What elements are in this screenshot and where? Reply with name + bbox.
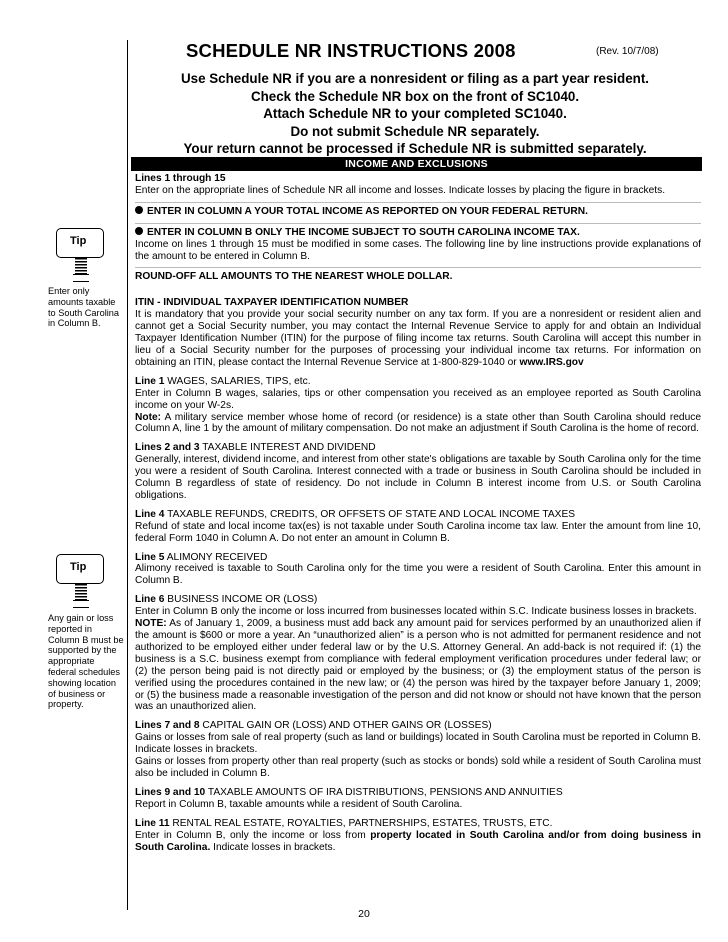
section-heading: Line 6 BUSINESS INCOME OR (LOSS) [135, 594, 318, 606]
section-heading: Line 4 TAXABLE REFUNDS, CREDITS, OR OFFSETS OF STATE AND LOCAL INCOME TAXES [135, 508, 576, 520]
section-text: Generally, interest, dividend income, and interest from other state's obligations are taxable by South Carolina only for the time you were a resident of South Carolina. Interest connected with a trade or business in South Carolina should be included in Column B regardless of state of residency. Do not include in Column B interest income from U.S. or South Carolina obligations. [135, 454, 701, 501]
section-itin [135, 297, 701, 368]
notice-line: Attach Schedule NR to your completed SC1040. [263, 106, 567, 122]
section-heading: Lines 7 and 8 CAPITAL GAIN OR (LOSS) AND OTHER GAINS OR (LOSSES) [135, 720, 492, 732]
notice-line: Do not submit Schedule NR separately. [290, 123, 540, 139]
section-text: Enter in Column B wages, salaries, tips or other compensation you received as an employee reported as South Carolina income on your W-2s. [135, 387, 701, 411]
notice-line: Check the Schedule NR box on the front of SC1040. [250, 88, 580, 104]
bullet-column-b: ENTER IN COLUMN B ONLY THE INCOME SUBJECT TO SOUTH CAROLINA INCOME TAX. [135, 227, 701, 239]
section-note: NOTE: As of January 1, 2009, a business must add back any amount paid for services performed by an unauthorized alien if the amount is $600 or more a year. An “unauthorized alien” is a person who is not admitted for permanent residence and not authorized to be employed either under federal law or by the U.S. Attorney General. An add-back is not required if: (1) the business is a S.C. business exempt from compliance with federal employment verification procedures under federal law; or (2) the person being paid is not directly paid or employed by the business; or (3) the employment status of the person is verified using the procedures contained in the new law; or (4) the person was hired by the taxpayer before January 1, 2009; or (5) the business made a reasonable investigation of the person and did not know or should not have known that the person was an unauthorized alien. [135, 618, 701, 713]
left-margin-rule [127, 40, 128, 910]
bullet-dot [135, 227, 143, 235]
section-bar: INCOME AND EXCLUSIONS [131, 157, 702, 171]
tip-note: Any gain or loss reported in Column B must be supported by the appropriate federal schedules showing location of business or property. [48, 613, 124, 710]
page-number: 20 [358, 908, 370, 920]
tip-base [73, 600, 89, 608]
tip-label: Tip [70, 235, 87, 247]
page-header [128, 40, 702, 62]
section-text: Enter on the appropriate lines of Schedule NR all income and losses. Indicate losses by placing the figure in brackets. [135, 184, 666, 196]
section-text: It is mandatory that you provide your social security number on any tax form. If you are a nonresident or resident alien and cannot get a Social Security number, you may contact the Internal Revenue Service to apply for and obtain an Individual Taxpayer Identification Number (ITIN) for the purpose of filing income tax returns. South Carolina will accept this number in lieu of a Social Security number for the purposes of processing your individual income tax returns. For information on obtaining an ITIN, please contact the Internal Revenue Service at 1-800-829-1040 or www.IRS.gov [135, 309, 701, 368]
divider [135, 223, 701, 224]
section-lines-7-8 [135, 720, 701, 780]
tip-stem [75, 258, 87, 274]
revision-date: (Rev. 10/7/08) [596, 46, 659, 57]
notice-line: Use Schedule NR if you are a nonresident or filing as a part year resident. [180, 71, 650, 86]
section-text: Income on lines 1 through 15 must be modified in some cases. The following line by line instructions provide explanations of the amount to be entered in Column B. [135, 238, 701, 262]
tip-base [73, 274, 89, 282]
section-text: Refund of state and local income tax(es) is not taxable under South Carolina income tax law. Enter the amount from line 10, federal Form 1040 in Column A. Do not enter an amount in Column B. [135, 520, 701, 544]
section-text: Enter in Column B only the income or loss incurred from businesses located within S.C. Indicate business losses in brackets. [135, 606, 697, 618]
tip-icon [56, 554, 106, 610]
instructions-body [135, 173, 701, 853]
section-line-4 [135, 509, 701, 545]
notice-line: Your return cannot be processed if Schedule NR is submitted separately. [183, 141, 647, 157]
section-text: Alimony received is taxable to South Carolina only for the time you were a resident of South Carolina. Enter this amount in Column B. [135, 563, 701, 587]
section-heading: Line 5 ALIMONY RECEIVED [135, 551, 268, 563]
divider [135, 202, 701, 203]
section-line-1 [135, 376, 701, 436]
bullet-column-a: ENTER IN COLUMN A YOUR TOTAL INCOME AS REPORTED ON YOUR FEDERAL RETURN. [135, 206, 701, 218]
section-heading: Line 1 WAGES, SALARIES, TIPS, etc. [135, 375, 311, 387]
roundoff-note: ROUND-OFF ALL AMOUNTS TO THE NEAREST WHOLE DOLLAR. [135, 271, 453, 283]
tip-icon [56, 228, 106, 284]
section-heading: Line 11 RENTAL REAL ESTATE, ROYALTIES, PARTNERSHIPS, ESTATES, TRUSTS, ETC. [135, 817, 553, 829]
section-heading: Lines 9 and 10 TAXABLE AMOUNTS OF IRA DISTRIBUTIONS, PENSIONS AND ANNUITIES [135, 786, 563, 798]
filing-notice [128, 70, 702, 158]
section-line-11 [135, 818, 701, 854]
bullet-dot [135, 206, 143, 214]
tip-note: Enter only amounts taxable to South Carolina in Column B. [48, 286, 119, 329]
section-text: Enter in Column B, only the income or loss from property located in South Carolina and/or from doing business in South Carolina. Indicate losses in brackets. [135, 829, 701, 853]
section-note: Note: A military service member whose home of record (or residence) is a state other than South Carolina should reduce Column A, line 1 by the amount of military compensation. Do not make an adjustment if South Carolina is the home of record. [135, 411, 701, 435]
tip-label: Tip [70, 561, 87, 573]
section-line-5 [135, 552, 701, 588]
irs-link[interactable]: www.IRS.gov [519, 356, 584, 368]
section-heading: Lines 2 and 3 TAXABLE INTEREST AND DIVIDEND [135, 442, 376, 454]
section-text: Report in Column B, taxable amounts while a resident of South Carolina. [135, 798, 463, 810]
section-lines-9-10 [135, 787, 701, 811]
section-heading: Lines 1 through 15 [135, 173, 226, 184]
section-text: Gains or losses from sale of real property (such as land or buildings) located in South Carolina must be reported in Column B. Indicate losses in brackets. [135, 732, 701, 756]
section-lines-1-15 [135, 173, 701, 283]
tip-stem [75, 584, 87, 600]
section-text: Gains or losses from property other than real property (such as stocks or bonds) sold while a resident of South Carolina must also be included in Column B. [135, 756, 701, 779]
page-title: SCHEDULE NR INSTRUCTIONS 2008 [186, 40, 516, 61]
section-lines-2-3 [135, 442, 701, 502]
section-heading: ITIN - INDIVIDUAL TAXPAYER IDENTIFICATION NUMBER [135, 297, 409, 309]
divider [135, 267, 701, 268]
section-line-6 [135, 594, 701, 713]
